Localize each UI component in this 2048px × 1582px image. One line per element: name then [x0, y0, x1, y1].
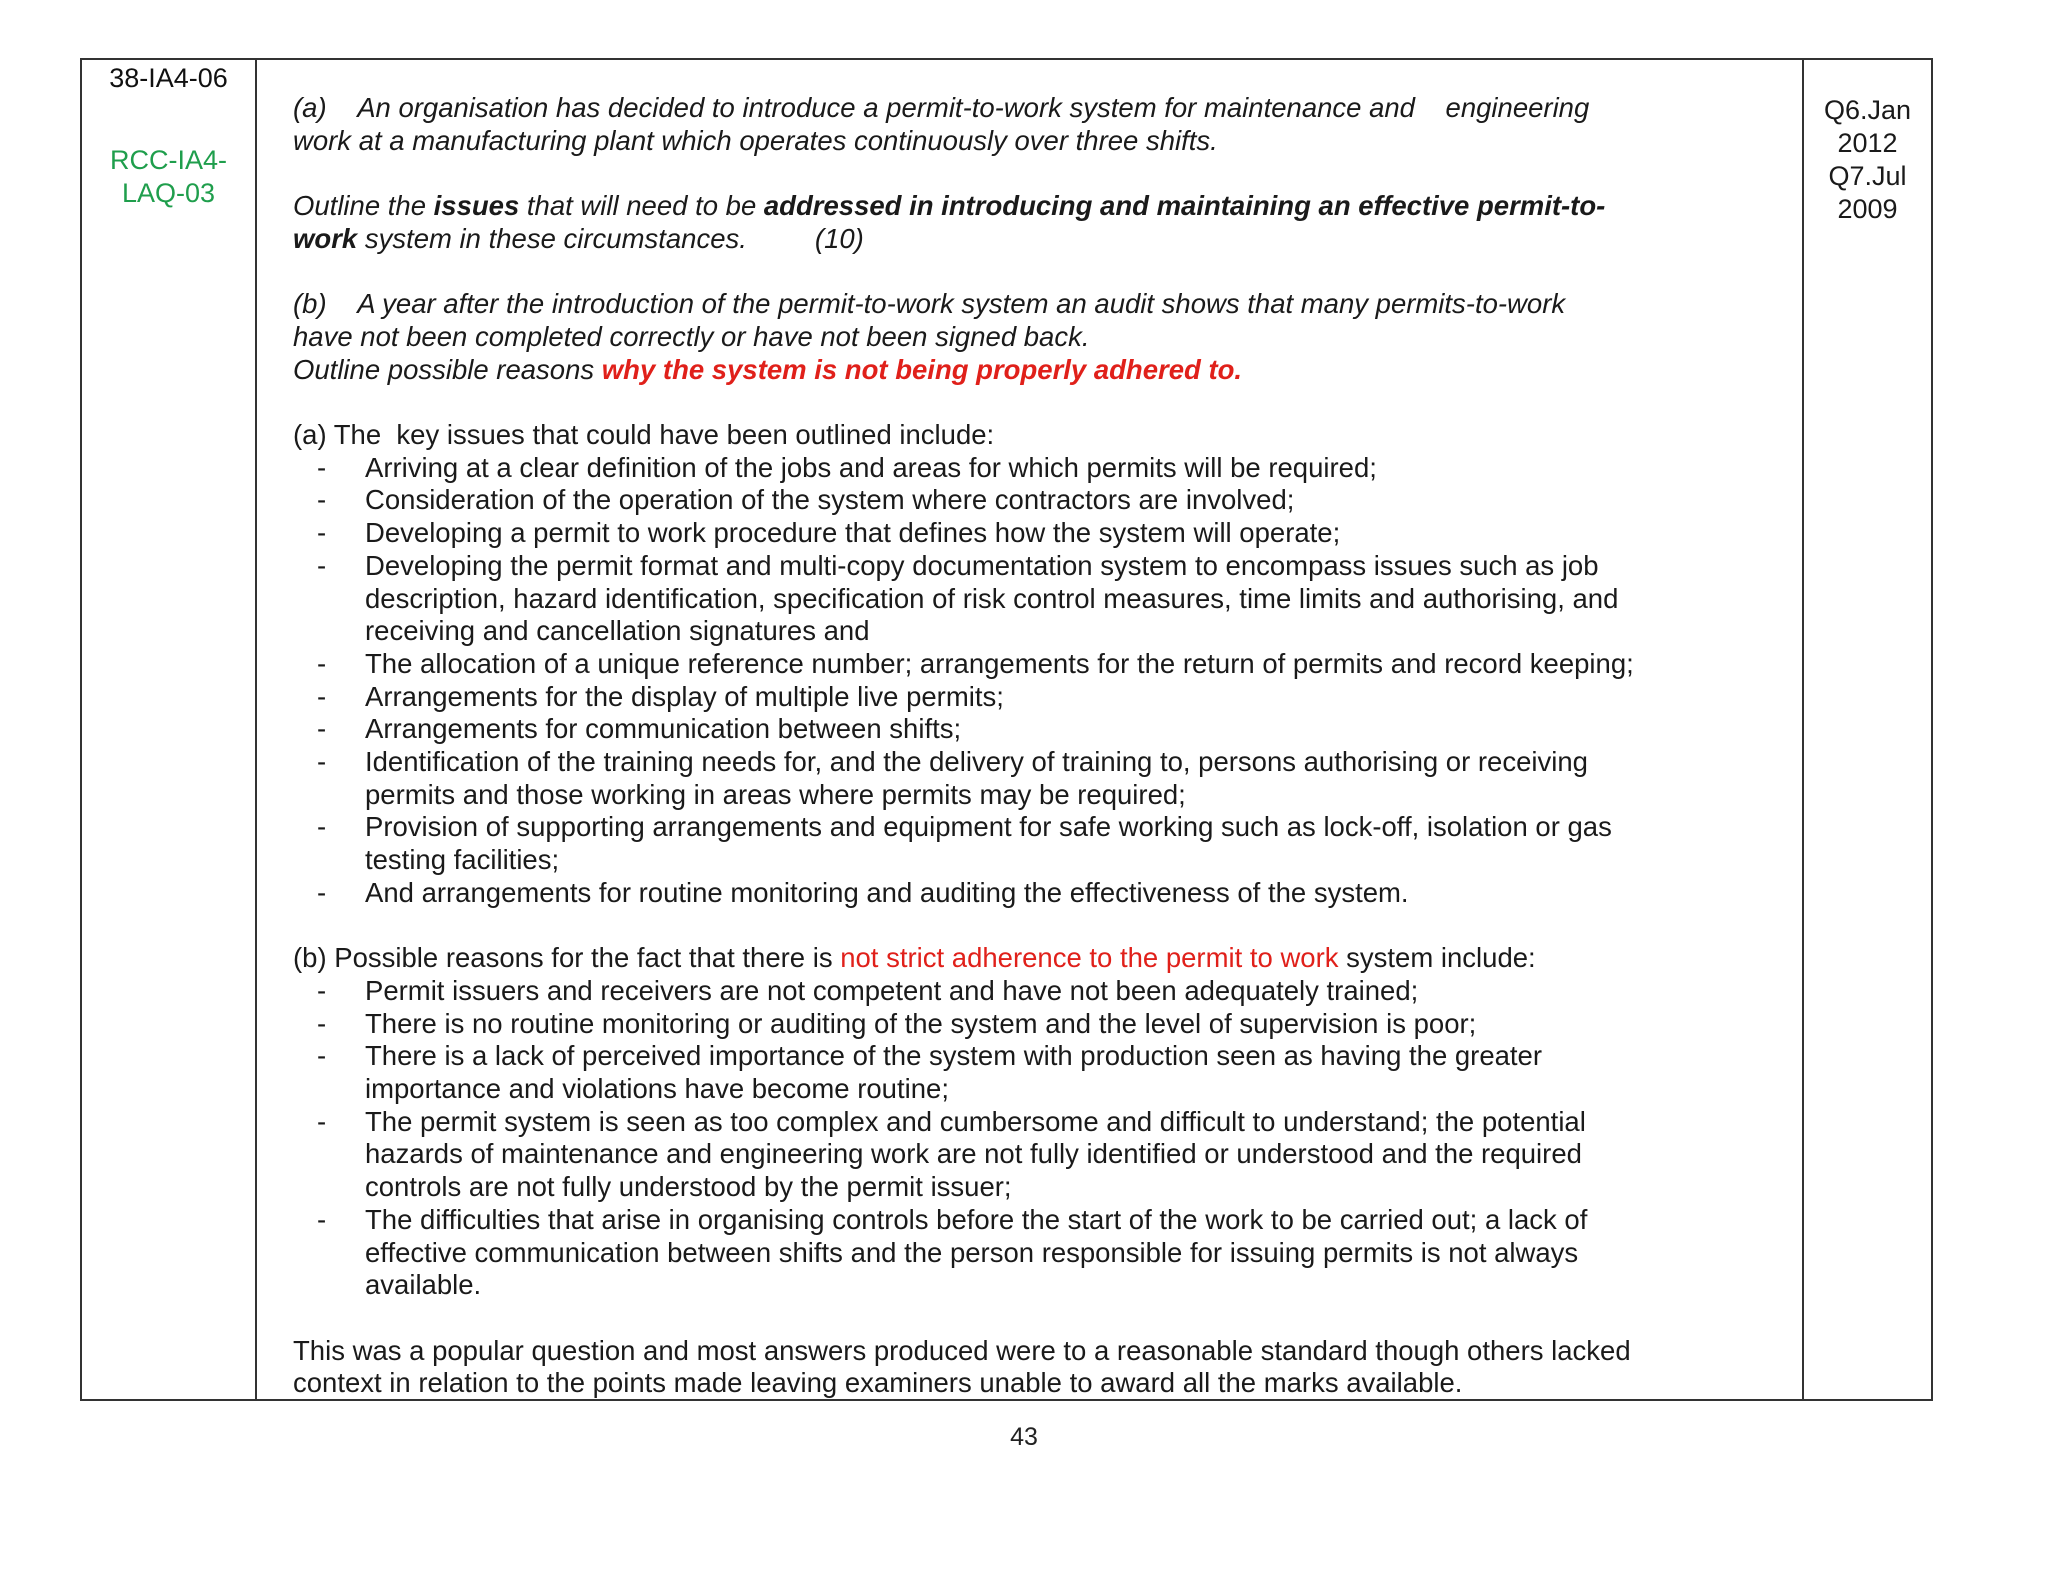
list-item — [293, 648, 1772, 681]
rcc-reference — [82, 144, 255, 210]
list-item-text: The allocation of a unique reference number; arrangements for the return of permits and record keeping; — [365, 647, 1634, 679]
bullet-dash: - — [317, 811, 327, 843]
rcc-reference-line1: RCC-IA4- — [109, 145, 227, 175]
answer-b-list — [293, 975, 1772, 1302]
list-item-text: Arriving at a clear definition of the jobs and areas for which permits will be required; — [365, 451, 1377, 483]
list-item-text: testing facilities; — [365, 844, 560, 876]
list-item — [293, 877, 1772, 910]
part-b-text-line2: have not been completed correctly or have not been signed back. — [293, 320, 1090, 352]
list-item-text: receiving and cancellation signatures and — [365, 615, 870, 647]
list-item — [293, 517, 1772, 550]
list-item-text: And arrangements for routine monitoring and auditing the effectiveness of the system. — [365, 876, 1409, 908]
list-item-text: description, hazard identification, specification of risk control measures, time limits and authorising, and — [365, 582, 1619, 614]
list-item-text: importance and violations have become routine; — [365, 1073, 949, 1105]
list-item-text: There is no routine monitoring or auditing of the system and the level of supervision is poor; — [365, 1007, 1477, 1039]
question-code: 38-IA4-06 — [109, 63, 228, 93]
outline-suffix: system in these circumstances. — [357, 222, 747, 254]
bullet-dash: - — [317, 1007, 327, 1039]
list-item-text: effective communication between shifts and the person responsible for issuing permits is not always — [365, 1236, 1579, 1268]
list-item — [293, 681, 1772, 714]
outline-prefix: Outline the — [293, 190, 434, 222]
list-item-text: The permit system is seen as too complex and cumbersome and difficult to understand; the potential — [365, 1105, 1586, 1137]
page-number: 43 — [1010, 1423, 1038, 1451]
list-item-text: There is a lack of perceived importance of the system with production seen as having the greater — [365, 1040, 1543, 1072]
answer-b-heading — [293, 942, 1772, 975]
bullet-dash: - — [317, 1203, 327, 1235]
answer-b-heading-suffix: system include: — [1338, 942, 1536, 974]
list-item — [293, 550, 1772, 648]
answer-b-heading-red: not strict adherence to the permit to work — [840, 942, 1339, 974]
bullet-dash: - — [317, 549, 327, 581]
outline-bold-work: work — [293, 222, 358, 254]
summary-line2: context in relation to the points made leaving examiners unable to award all the marks available. — [293, 1367, 1463, 1399]
bullet-dash: - — [317, 876, 327, 908]
marks-label: (10) — [814, 222, 864, 254]
part-a-text-line2: work at a manufacturing plant which operates continuously over three shifts. — [293, 124, 1218, 156]
part-a-text-line1: An organisation has decided to introduce a permit-to-work system for maintenance and engineering — [357, 92, 1590, 123]
bullet-dash: - — [317, 647, 327, 679]
list-item-text: Arrangements for communication between shifts; — [365, 713, 962, 745]
list-item-text: Developing the permit format and multi-copy documentation system to encompass issues such as job — [365, 549, 1599, 581]
list-item — [293, 975, 1772, 1008]
part-a-label: (a) — [293, 92, 327, 123]
list-item-text: Identification of the training needs for, and the delivery of training to, persons authorising or receiving — [365, 746, 1588, 778]
examiner-summary — [293, 1335, 1772, 1400]
list-item — [293, 1204, 1772, 1302]
list-item-text: Developing a permit to work procedure that defines how the system will operate; — [365, 517, 1341, 549]
bullet-dash: - — [317, 1040, 327, 1072]
rcc-reference-line2: LAQ-03 — [121, 178, 216, 208]
outline-bold-addressed: addressed in introducing and maintaining an effective permit-to- — [763, 190, 1606, 222]
answer-b-heading-prefix: (b) Possible reasons for the fact that there is — [293, 942, 841, 974]
bullet-dash: - — [317, 746, 327, 778]
bullet-dash: - — [317, 974, 327, 1006]
list-item-text: The difficulties that arise in organising controls before the start of the work to be carried out; a lack of — [365, 1203, 1588, 1235]
bullet-dash: - — [317, 680, 327, 712]
list-item — [293, 1008, 1772, 1041]
part-b-outline-red: why the system is not being properly adhered to. — [601, 353, 1243, 385]
part-b-label: (b) — [293, 288, 327, 320]
bullet-dash: - — [317, 451, 327, 483]
list-item-text: available. — [365, 1269, 482, 1301]
part-b-text-line1: A year after the introduction of the permit-to-work system an audit shows that many permits-to-work — [357, 288, 1566, 320]
list-item — [293, 1106, 1772, 1204]
part-b-outline-prefix: Outline possible reasons — [293, 353, 602, 385]
bullet-dash: - — [317, 484, 327, 516]
exam-dates-column — [1804, 60, 1931, 1399]
outline-bold-issues: issues — [433, 190, 520, 222]
reference-column — [82, 60, 257, 1399]
list-item-text: hazards of maintenance and engineering work are not fully identified or understood and the required — [365, 1138, 1582, 1170]
list-item-text: Arrangements for the display of multiple live permits; — [365, 680, 1004, 712]
list-item — [293, 452, 1772, 485]
question-part-b — [293, 288, 1772, 386]
question-table — [80, 58, 1933, 1401]
summary-line1: This was a popular question and most answers produced were to a reasonable standard though others lacked — [293, 1334, 1631, 1366]
list-item-text: permits and those working in areas where permits may be required; — [365, 778, 1186, 810]
list-item-text: Provision of supporting arrangements and equipment for safe working such as lock-off, isolation or gas — [365, 811, 1612, 843]
exam-date-1: Q6.Jan 2012 — [1823, 95, 1912, 158]
list-item-text: Permit issuers and receivers are not competent and have not been adequately trained; — [365, 974, 1419, 1006]
list-item — [293, 713, 1772, 746]
list-item-text: controls are not fully understood by the permit issuer; — [365, 1171, 1012, 1203]
bullet-dash: - — [317, 1105, 327, 1137]
list-item-text: Consideration of the operation of the system where contractors are involved; — [365, 484, 1295, 516]
bullet-dash: - — [317, 713, 327, 745]
list-item — [293, 811, 1772, 876]
content-column — [257, 60, 1804, 1399]
answer-a-list — [293, 452, 1772, 910]
outline-mid: that will need to be — [519, 190, 764, 222]
list-item — [293, 746, 1772, 811]
bullet-dash: - — [317, 517, 327, 549]
exam-date-2: Q7.Jul 2009 — [1828, 161, 1907, 224]
question-part-a — [293, 92, 1772, 157]
list-item — [293, 484, 1772, 517]
list-item — [293, 1040, 1772, 1105]
answer-a-heading: (a) The key issues that could have been outlined include: — [293, 418, 995, 450]
question-a-outline — [293, 190, 1772, 255]
